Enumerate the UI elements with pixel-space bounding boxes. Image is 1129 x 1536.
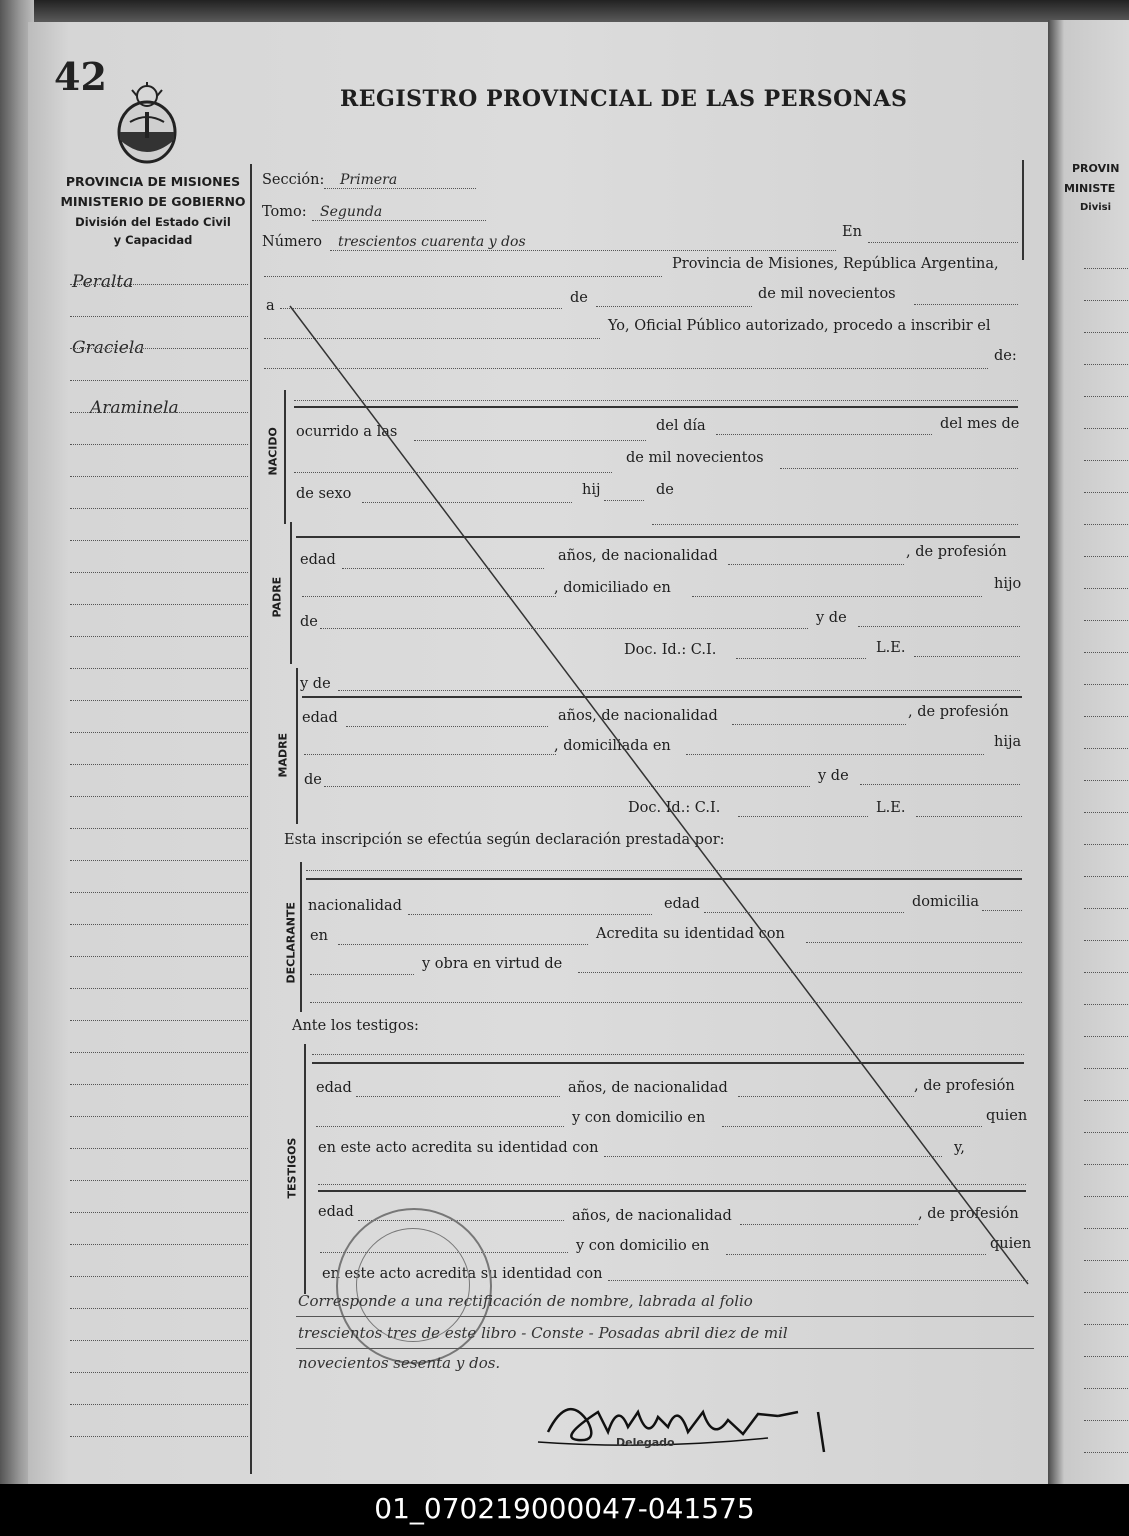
de-colon: de: xyxy=(994,348,1017,364)
cancellation-diagonal xyxy=(28,22,1048,1484)
facing-rule xyxy=(1084,556,1128,557)
facing-header-2: MINISTE xyxy=(1064,182,1116,195)
testigo1-profesion-label: , de profesión xyxy=(914,1078,1015,1094)
padre-edad-label: edad xyxy=(300,552,336,568)
facing-rule xyxy=(1084,812,1128,813)
testigo2-acredita-label: en este acto acredita su identidad con xyxy=(322,1266,603,1282)
sexo-label: de sexo xyxy=(296,486,352,502)
padre-profesion-label: , de profesión xyxy=(906,544,1007,560)
testigo1-nacionalidad-label: años, de nacionalidad xyxy=(568,1080,728,1096)
note-line-3: novecientos sesenta y dos. xyxy=(298,1354,501,1372)
testigo1-quien-label: quien xyxy=(986,1108,1028,1124)
page-title: REGISTRO PROVINCIAL DE LAS PERSONAS xyxy=(340,86,908,112)
facing-rule xyxy=(1084,428,1128,429)
declarante-section-label: DECLARANTE xyxy=(284,902,298,984)
testigo2-quien-label: quien xyxy=(990,1236,1032,1252)
madre-de-label: de xyxy=(304,772,322,788)
padre-nacionalidad-label: años, de nacionalidad xyxy=(558,548,718,564)
declarante-nacionalidad-label: nacionalidad xyxy=(308,898,402,914)
nacido-anio-label: de mil novecientos xyxy=(626,450,764,466)
tomo-value: Segunda xyxy=(320,204,383,220)
facing-rule xyxy=(1084,620,1128,621)
a-label: a xyxy=(266,298,275,314)
facing-rule xyxy=(1084,1388,1128,1389)
header-capacity: y Capacidad xyxy=(113,233,193,247)
facing-rule xyxy=(1084,1356,1128,1357)
facing-rule xyxy=(1084,1004,1128,1005)
facing-rule xyxy=(1084,1100,1128,1101)
madre-doc-label: Doc. Id.: C.I. xyxy=(628,800,721,816)
note-rule-2 xyxy=(296,1348,1034,1349)
facing-rule xyxy=(1084,940,1128,941)
facing-rule xyxy=(1084,684,1128,685)
facing-rule xyxy=(1084,716,1128,717)
declarante-en-label: en xyxy=(310,928,328,944)
padre-section-label: PADRE xyxy=(270,576,284,618)
madre-edad-label: edad xyxy=(302,710,338,726)
margin-surname: Peralta xyxy=(72,272,134,292)
facing-rule xyxy=(1084,524,1128,525)
padre-le-label: L.E. xyxy=(876,640,906,656)
del-dia-label: del día xyxy=(656,418,706,434)
header-province: PROVINCIA DE MISIONES xyxy=(65,174,241,189)
facing-rule xyxy=(1084,460,1128,461)
hija-label: hija xyxy=(994,734,1022,750)
testigo2-edad-label: edad xyxy=(318,1204,354,1220)
seccion-label: Sección: xyxy=(262,172,325,188)
header-ministry: MINISTERIO DE GOBIERNO xyxy=(60,194,246,209)
padre-y-de-label: y de xyxy=(816,610,847,626)
facing-rule xyxy=(1084,844,1128,845)
facing-rule xyxy=(1084,300,1128,301)
madre-domicilio-label: , domiciliada en xyxy=(554,738,671,754)
nacido-section-label: NACIDO xyxy=(266,427,280,476)
register-sheet xyxy=(28,22,1048,1484)
testigos-section-label: TESTIGOS xyxy=(285,1137,299,1199)
facing-rule xyxy=(1084,748,1128,749)
madre-nacionalidad-label: años, de nacionalidad xyxy=(558,708,718,724)
official-signature xyxy=(528,1372,838,1462)
ante-testigos-label: Ante los testigos: xyxy=(292,1018,419,1034)
facing-rule xyxy=(1084,1292,1128,1293)
facing-rule xyxy=(1084,876,1128,877)
padre-domicilio-label: , domiciliado en xyxy=(554,580,671,596)
note-line-2: trescientos tres de este libro - Conste - Posadas abril diez de mil xyxy=(298,1324,788,1342)
facing-rule xyxy=(1084,1036,1128,1037)
facing-rule xyxy=(1084,588,1128,589)
declarante-domicilia-label: domicilia xyxy=(912,894,980,910)
facing-rule xyxy=(1084,364,1128,365)
facing-rule xyxy=(1084,652,1128,653)
madre-y-de2-label: y de xyxy=(818,768,849,784)
nacido-de-label: de xyxy=(656,482,674,498)
yo-oficial-text: Yo, Oficial Público autorizado, procedo a inscribir el xyxy=(608,318,991,334)
seccion-value: Primera xyxy=(340,172,398,188)
facing-rule xyxy=(1084,972,1128,973)
testigo2-nacionalidad-label: años, de nacionalidad xyxy=(572,1208,732,1224)
facing-header-3: Divisi xyxy=(1080,202,1112,213)
margin-first-name: Graciela xyxy=(72,338,145,358)
del-mes-label: del mes de xyxy=(940,416,1020,432)
testigo2-domicilio-label: y con domicilio en xyxy=(576,1238,710,1254)
facing-rule xyxy=(1084,492,1128,493)
testigo1-y-label: y, xyxy=(954,1140,965,1156)
folio-number: 42 xyxy=(54,54,107,99)
facing-rule xyxy=(1084,1452,1128,1453)
signature-caption: Delegado xyxy=(616,1436,675,1449)
facing-rule xyxy=(1084,780,1128,781)
inscripcion-text: Esta inscripción se efectúa según declaración prestada por: xyxy=(284,832,725,848)
testigo2-profesion-label: , de profesión xyxy=(918,1206,1019,1222)
madre-y-de-label: y de xyxy=(300,676,331,692)
facing-rule xyxy=(1084,332,1128,333)
top-edge xyxy=(0,0,1129,22)
hij-label: hij xyxy=(582,482,601,498)
declarante-obra-label: y obra en virtud de xyxy=(422,956,563,972)
en-label: En xyxy=(842,224,862,240)
testigo1-domicilio-label: y con domicilio en xyxy=(572,1110,706,1126)
madre-section-label: MADRE xyxy=(276,732,290,778)
de-mil-novecientos: de mil novecientos xyxy=(758,286,896,302)
testigo1-edad-label: edad xyxy=(316,1080,352,1096)
facing-rule xyxy=(1084,1196,1128,1197)
declarante-edad-label: edad xyxy=(664,896,700,912)
facing-rule xyxy=(1084,1068,1128,1069)
margin-second-name: Araminela xyxy=(90,398,179,418)
facing-rule xyxy=(1084,268,1128,269)
provincia-text: Provincia de Misiones, República Argentina, xyxy=(672,256,999,272)
tomo-label: Tomo: xyxy=(262,204,307,220)
padre-de-label: de xyxy=(300,614,318,630)
facing-rule xyxy=(1084,1164,1128,1165)
testigo1-acredita-label: en este acto acredita su identidad con xyxy=(318,1140,599,1156)
note-line-1: Corresponde a una rectificación de nombre, labrada al folio xyxy=(298,1292,753,1310)
facing-page xyxy=(1048,20,1129,1484)
numero-label: Número xyxy=(262,234,323,250)
facing-rule xyxy=(1084,1420,1128,1421)
padre-doc-label: Doc. Id.: C.I. xyxy=(624,642,717,658)
facing-header-1: PROVIN xyxy=(1072,162,1120,175)
hijo-label: hijo xyxy=(994,576,1022,592)
ocurrido-label: ocurrido a las xyxy=(296,424,398,440)
declarante-acredita-label: Acredita su identidad con xyxy=(596,926,785,942)
facing-rule xyxy=(1084,1260,1128,1261)
facing-rule xyxy=(1084,396,1128,397)
de-label: de xyxy=(570,290,588,306)
header-division: División del Estado Civil xyxy=(75,215,231,229)
facing-rule xyxy=(1084,1132,1128,1133)
image-id-footer: 01_070219000047-041575 xyxy=(0,1484,1129,1536)
facing-rule xyxy=(1084,1228,1128,1229)
facing-rule xyxy=(1084,1324,1128,1325)
facing-rule xyxy=(1084,908,1128,909)
numero-value: trescientos cuarenta y dos xyxy=(338,234,526,250)
note-rule-1 xyxy=(296,1316,1034,1317)
madre-le-label: L.E. xyxy=(876,800,906,816)
madre-profesion-label: , de profesión xyxy=(908,704,1009,720)
